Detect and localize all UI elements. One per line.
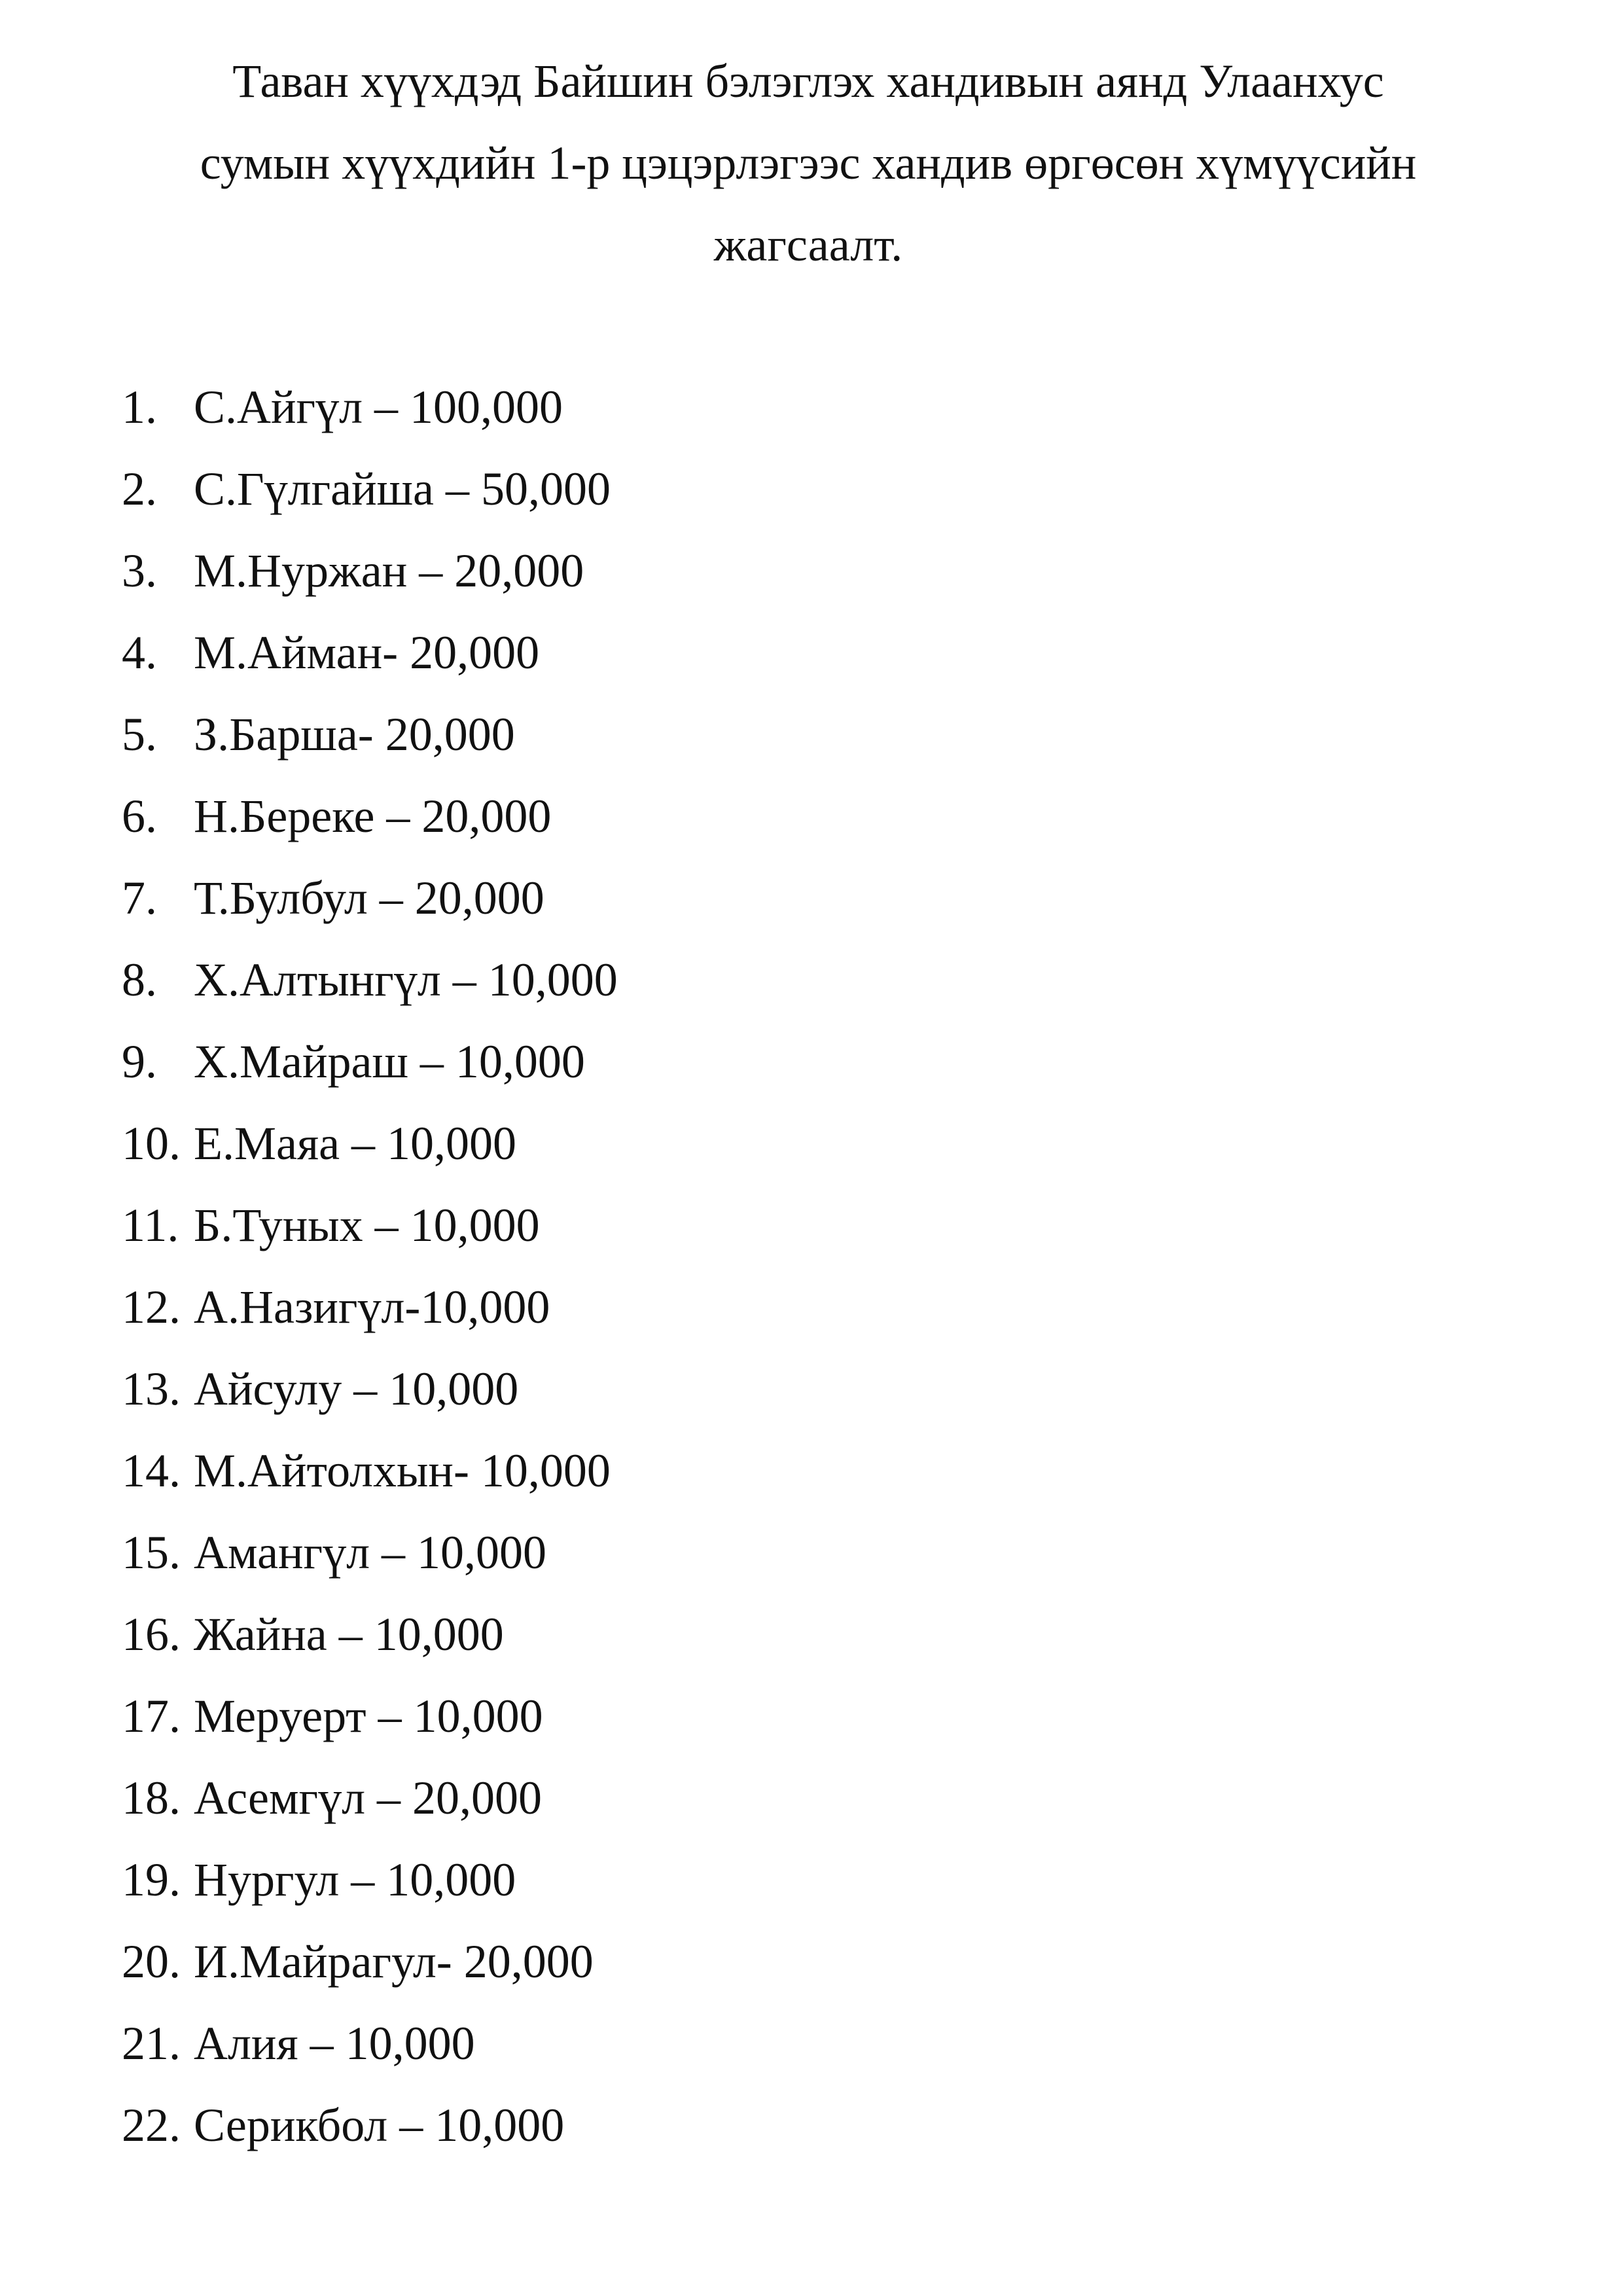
list-item — [122, 694, 618, 776]
item-number: 14. — [122, 1444, 181, 1497]
item-number: 3. — [122, 545, 157, 597]
item-text: Х.Алтынгүл – 10,000 — [194, 954, 618, 1006]
item-text: М.Нуржан – 20,000 — [194, 545, 584, 597]
item-text: Е.Маяа – 10,000 — [194, 1117, 517, 1170]
item-text: Амангүл – 10,000 — [194, 1526, 547, 1579]
item-text: М.Айтолхын- 10,000 — [194, 1444, 611, 1497]
item-text: Х.Майраш – 10,000 — [194, 1035, 585, 1088]
item-number: 10. — [122, 1117, 181, 1170]
list-item — [122, 1430, 618, 1512]
list-item — [122, 2003, 618, 2085]
item-text: Б.Туных – 10,000 — [194, 1199, 540, 1251]
list-item — [122, 2085, 618, 2166]
item-number: 8. — [122, 954, 157, 1006]
item-number: 4. — [122, 626, 157, 679]
item-text: И.Майрагул- 20,000 — [194, 1935, 594, 1988]
item-number: 16. — [122, 1608, 181, 1660]
list-item — [122, 1921, 618, 2003]
list-item — [122, 1266, 618, 1348]
title-line-2: сумын хүүхдийн 1-р цэцэрлэгээс хандив өргөсөн хүмүүсийн — [200, 137, 1417, 189]
title-line-3: жагсаалт. — [713, 219, 903, 271]
list-item — [122, 1185, 618, 1266]
item-number: 13. — [122, 1363, 181, 1415]
item-text: С.Гүлгайша – 50,000 — [194, 463, 611, 515]
list-item — [122, 1348, 618, 1430]
item-text: Н.Береке – 20,000 — [194, 790, 552, 842]
item-number: 18. — [122, 1772, 181, 1824]
list-item — [122, 612, 618, 694]
list-item — [122, 530, 618, 612]
item-text: А.Назигүл-10,000 — [194, 1281, 550, 1333]
list-item — [122, 857, 618, 939]
item-text: Жайна – 10,000 — [194, 1608, 504, 1660]
item-number: 15. — [122, 1526, 181, 1579]
list-item — [122, 1021, 618, 1103]
list-item — [122, 1594, 618, 1676]
item-text: Нургул – 10,000 — [194, 1854, 516, 1906]
item-number: 6. — [122, 790, 157, 842]
item-text: Айсулу – 10,000 — [194, 1363, 519, 1415]
donor-list — [122, 367, 618, 2166]
list-item — [122, 448, 618, 530]
item-text: С.Айгүл – 100,000 — [194, 381, 563, 433]
list-item — [122, 1757, 618, 1839]
item-number: 19. — [122, 1854, 181, 1906]
item-number: 22. — [122, 2099, 181, 2151]
list-item — [122, 776, 618, 857]
title-line-1: Таван хүүхдэд Байшин бэлэглэх хандивын аянд Улаанхус — [232, 55, 1384, 107]
item-number: 9. — [122, 1035, 157, 1088]
item-text: Алия – 10,000 — [194, 2017, 475, 2070]
item-text: Серикбол – 10,000 — [194, 2099, 565, 2151]
item-number: 2. — [122, 463, 157, 515]
list-item — [122, 367, 618, 448]
item-text: Асемгүл – 20,000 — [194, 1772, 543, 1824]
item-number: 12. — [122, 1281, 181, 1333]
item-number: 20. — [122, 1935, 181, 1988]
item-text: М.Айман- 20,000 — [194, 626, 540, 679]
list-item — [122, 939, 618, 1021]
item-number: 7. — [122, 872, 157, 924]
item-number: 21. — [122, 2017, 181, 2070]
item-number: 1. — [122, 381, 157, 433]
item-text: З.Барша- 20,000 — [194, 708, 515, 761]
item-text: Меруерт – 10,000 — [194, 1690, 543, 1742]
item-number: 17. — [122, 1690, 181, 1742]
list-item — [122, 1839, 618, 1921]
document-title — [105, 41, 1512, 286]
list-item — [122, 1676, 618, 1757]
item-text: Т.Булбул – 20,000 — [194, 872, 544, 924]
list-item — [122, 1103, 618, 1185]
list-item — [122, 1512, 618, 1594]
item-number: 11. — [122, 1199, 179, 1251]
item-number: 5. — [122, 708, 157, 761]
